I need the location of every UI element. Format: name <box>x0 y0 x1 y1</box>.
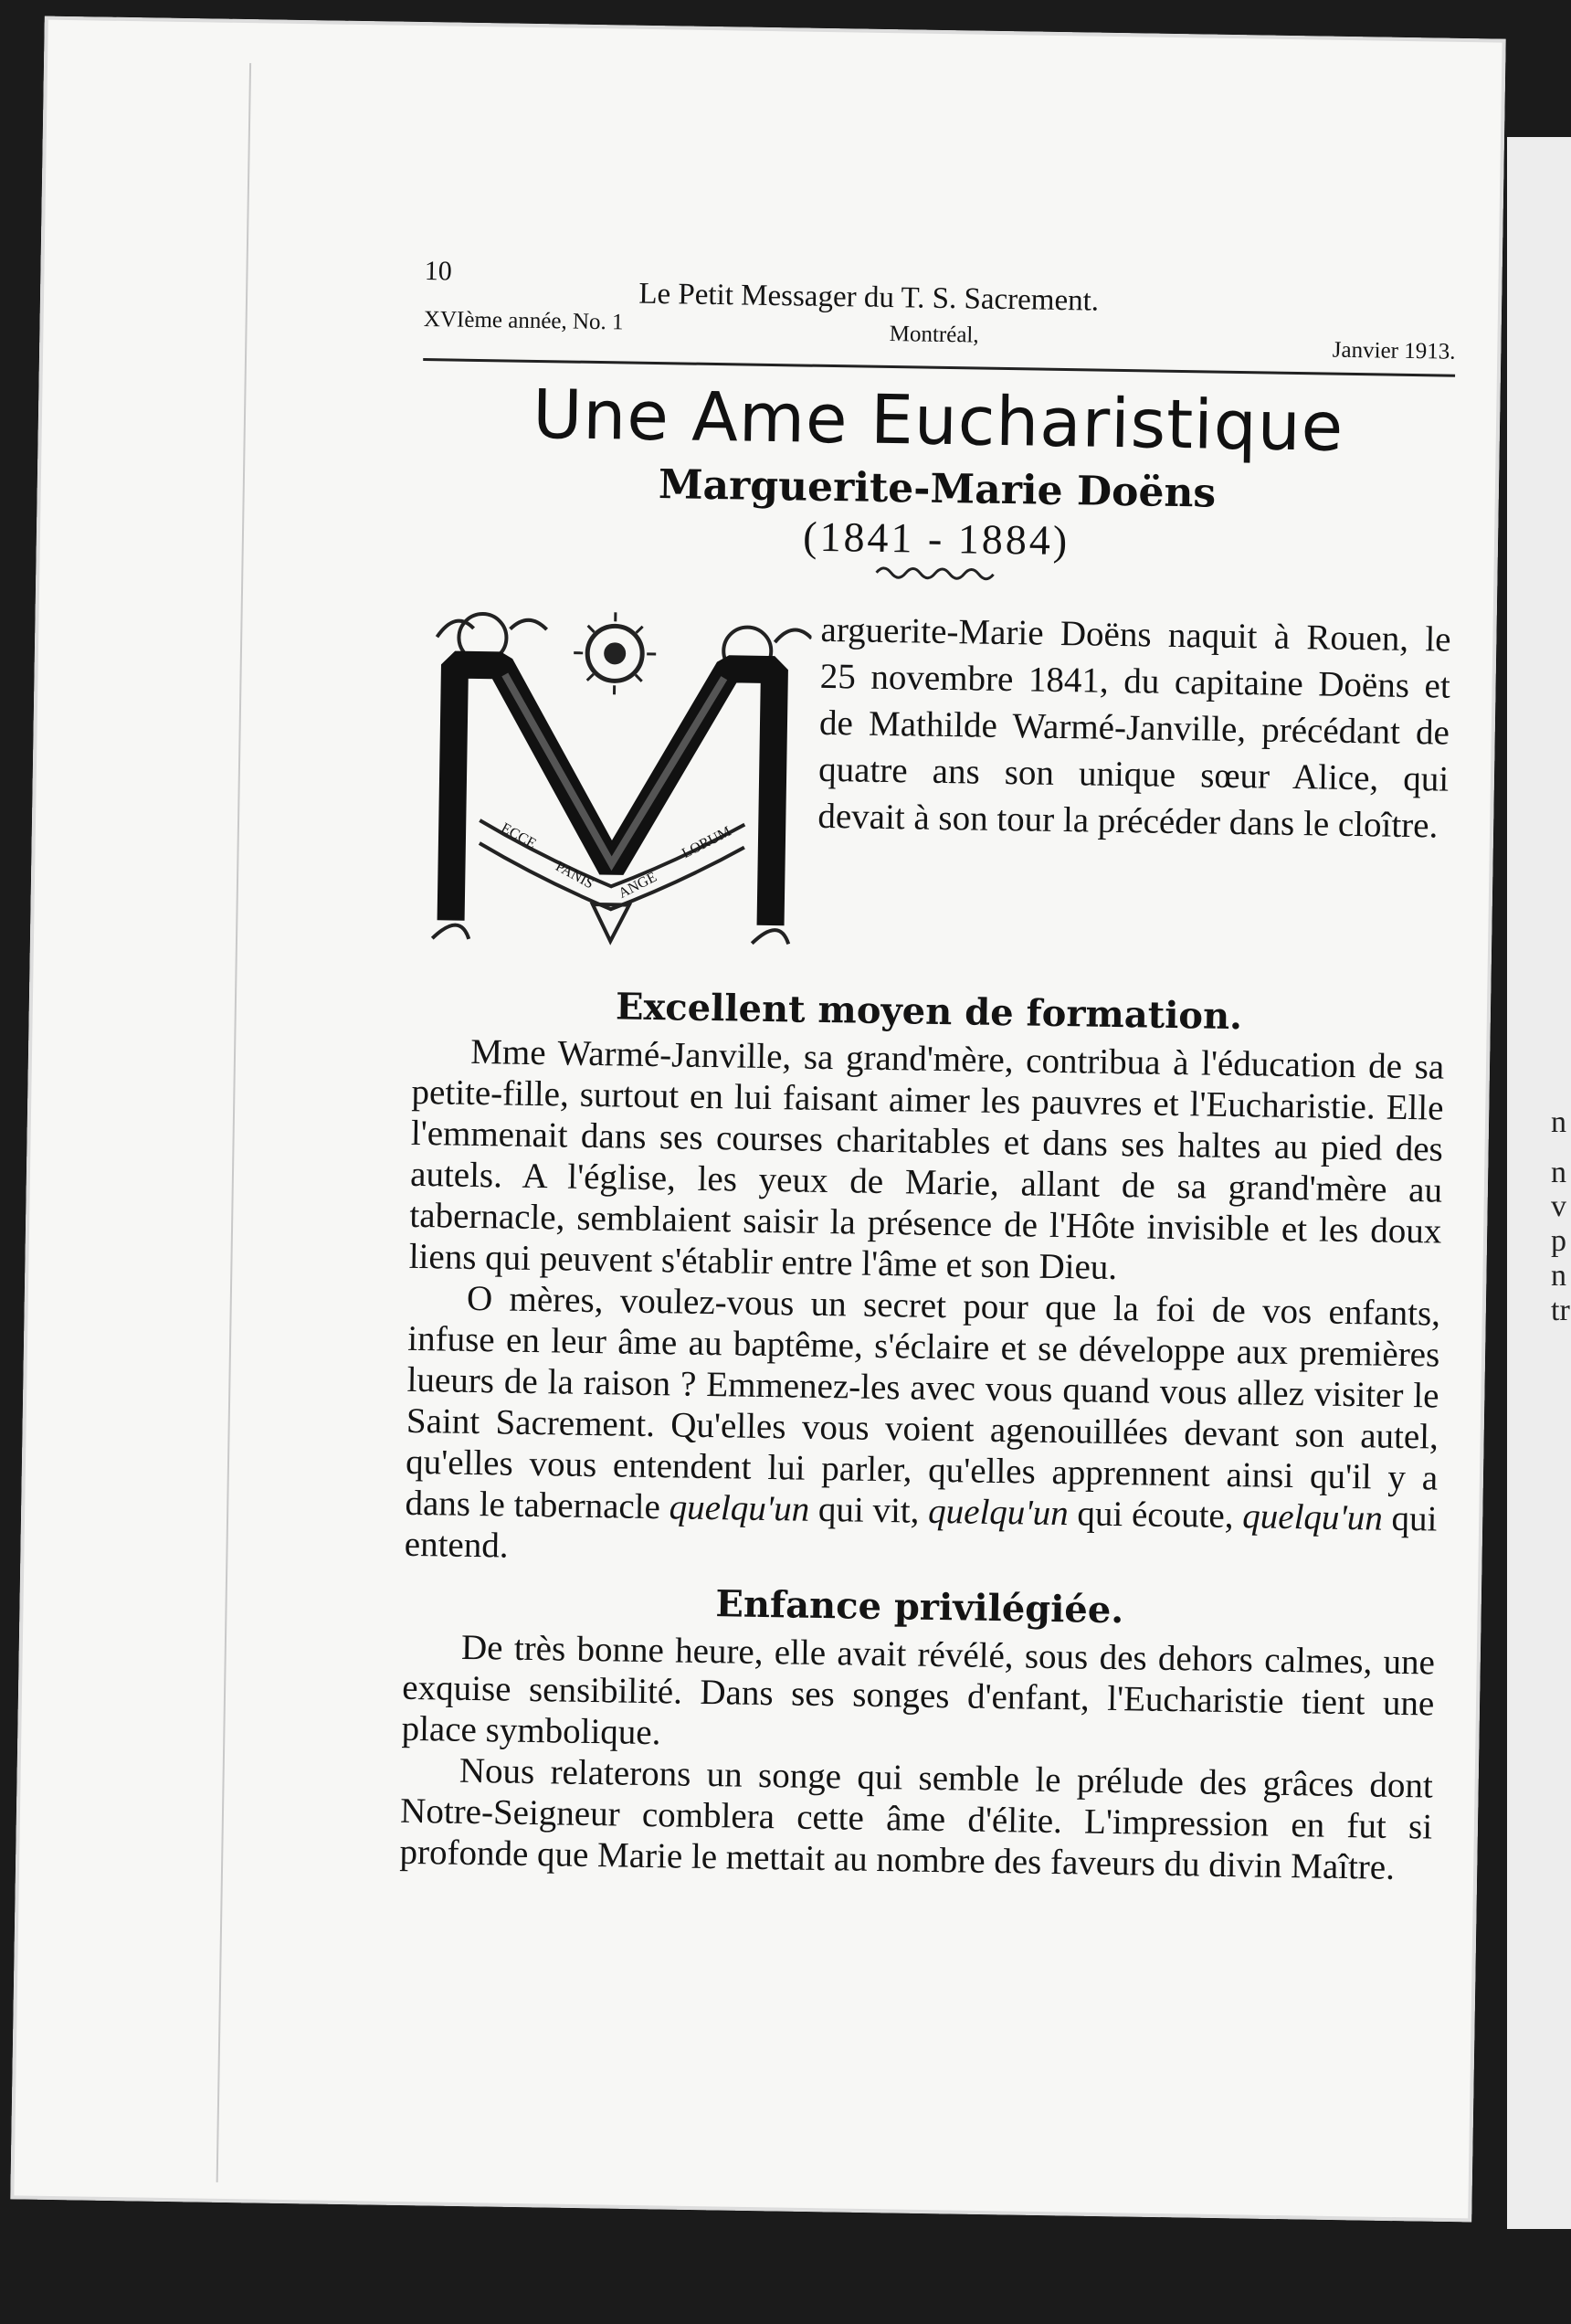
running-header <box>423 256 1457 377</box>
body-paragraph: Nous relaterons un songe qui semble le prélude des grâces dont Notre-Seigneur comblera cette âme d'élite. L'impression en fut si profonde que Marie le mettait au nombre des faveurs du divin Maître. <box>399 1750 1434 1887</box>
page-number: 10 <box>424 256 452 287</box>
article-subtitle: Marguerite-Marie Doëns <box>658 461 1217 517</box>
banner-word: ANGE <box>616 869 659 902</box>
decorated-initial <box>414 600 812 972</box>
publication-title: Le Petit Messager du T. S. Sacrement. <box>638 277 1100 318</box>
adjacent-page-fragment: v <box>1551 1189 1566 1223</box>
body-paragraph: Mme Warmé-Janville, sa grand'mère, contribua à l'éducation de sa petite-fille, surtout en lui faisant aimer les pauvres et l'Eucharistie. Elle l'emmenait dans ses courses charitables et dans ses haltes au pied des autels. A l'église, les yeux de Marie, allant de sa grand'mère au tabernacle, semblaient saisir la présence de l'Hôte invisible et les doux liens qui peuvent s'établir entre l'âme et son Dieu. <box>408 1031 1445 1288</box>
page-content <box>399 256 1457 1889</box>
publication-city: Montréal, <box>889 322 979 348</box>
adjacent-page-fragment: n <box>1551 1105 1566 1139</box>
adjacent-page-fragment: n <box>1551 1259 1566 1293</box>
article-title: Une Ame Eucharistique <box>532 375 1344 467</box>
adjacent-page-fragment: p <box>1551 1224 1566 1258</box>
body-paragraph: De très bonne heure, elle avait révélé, sous des dehors calmes, une exquise sensibilité. Dans ses songes d'enfant, l'Eucharistie tient une place symbolique. <box>401 1627 1436 1753</box>
banner-word: ECCE <box>498 819 539 852</box>
article-years: (1841 - 1884) <box>802 512 1070 565</box>
volume-info: XVIème année, No. 1 <box>423 306 624 335</box>
adjacent-page <box>1507 137 1571 2229</box>
article-intro <box>414 600 1451 986</box>
intro-paragraph: arguerite-Marie Doëns naquit à Rouen, le 25 novembre 1841, du capitaine Doëns et de Mathilde Warmé-Janville, précédant de quatre ans son unique sœur Alice, qui devait à son tour la précéder dans le cloître. <box>817 609 1451 846</box>
decorated-initial-m-icon <box>414 600 812 972</box>
banner-word: PANIS <box>553 858 596 893</box>
issue-date: Janvier 1913. <box>1332 337 1456 364</box>
section-heading: Enfance privilégiée. <box>715 1582 1124 1632</box>
body-paragraph: O mères, voulez-vous un secret pour que la foi de vos enfants, infuse en leur âme au baptême, s'éclaire et se développe aux premières lueurs de la raison ? Emmenez-les avec vous quand vous allez visiter le Saint Sacrement. Qu'elles vous voient agenouillées devant son autel, qu'elles vous entendent lui parler, qu'elles apprennent ainsi qu'il y a dans le tabernacle quelqu'un qui vit, quelqu'un qui écoute, quelqu'un qui entend. <box>404 1278 1441 1566</box>
section-heading: Excellent moyen de formation. <box>615 985 1243 1039</box>
adjacent-page-fragment: n <box>1551 1156 1566 1189</box>
adjacent-page-fragment: tr <box>1551 1294 1570 1327</box>
banner-word: LORUM <box>680 823 734 862</box>
